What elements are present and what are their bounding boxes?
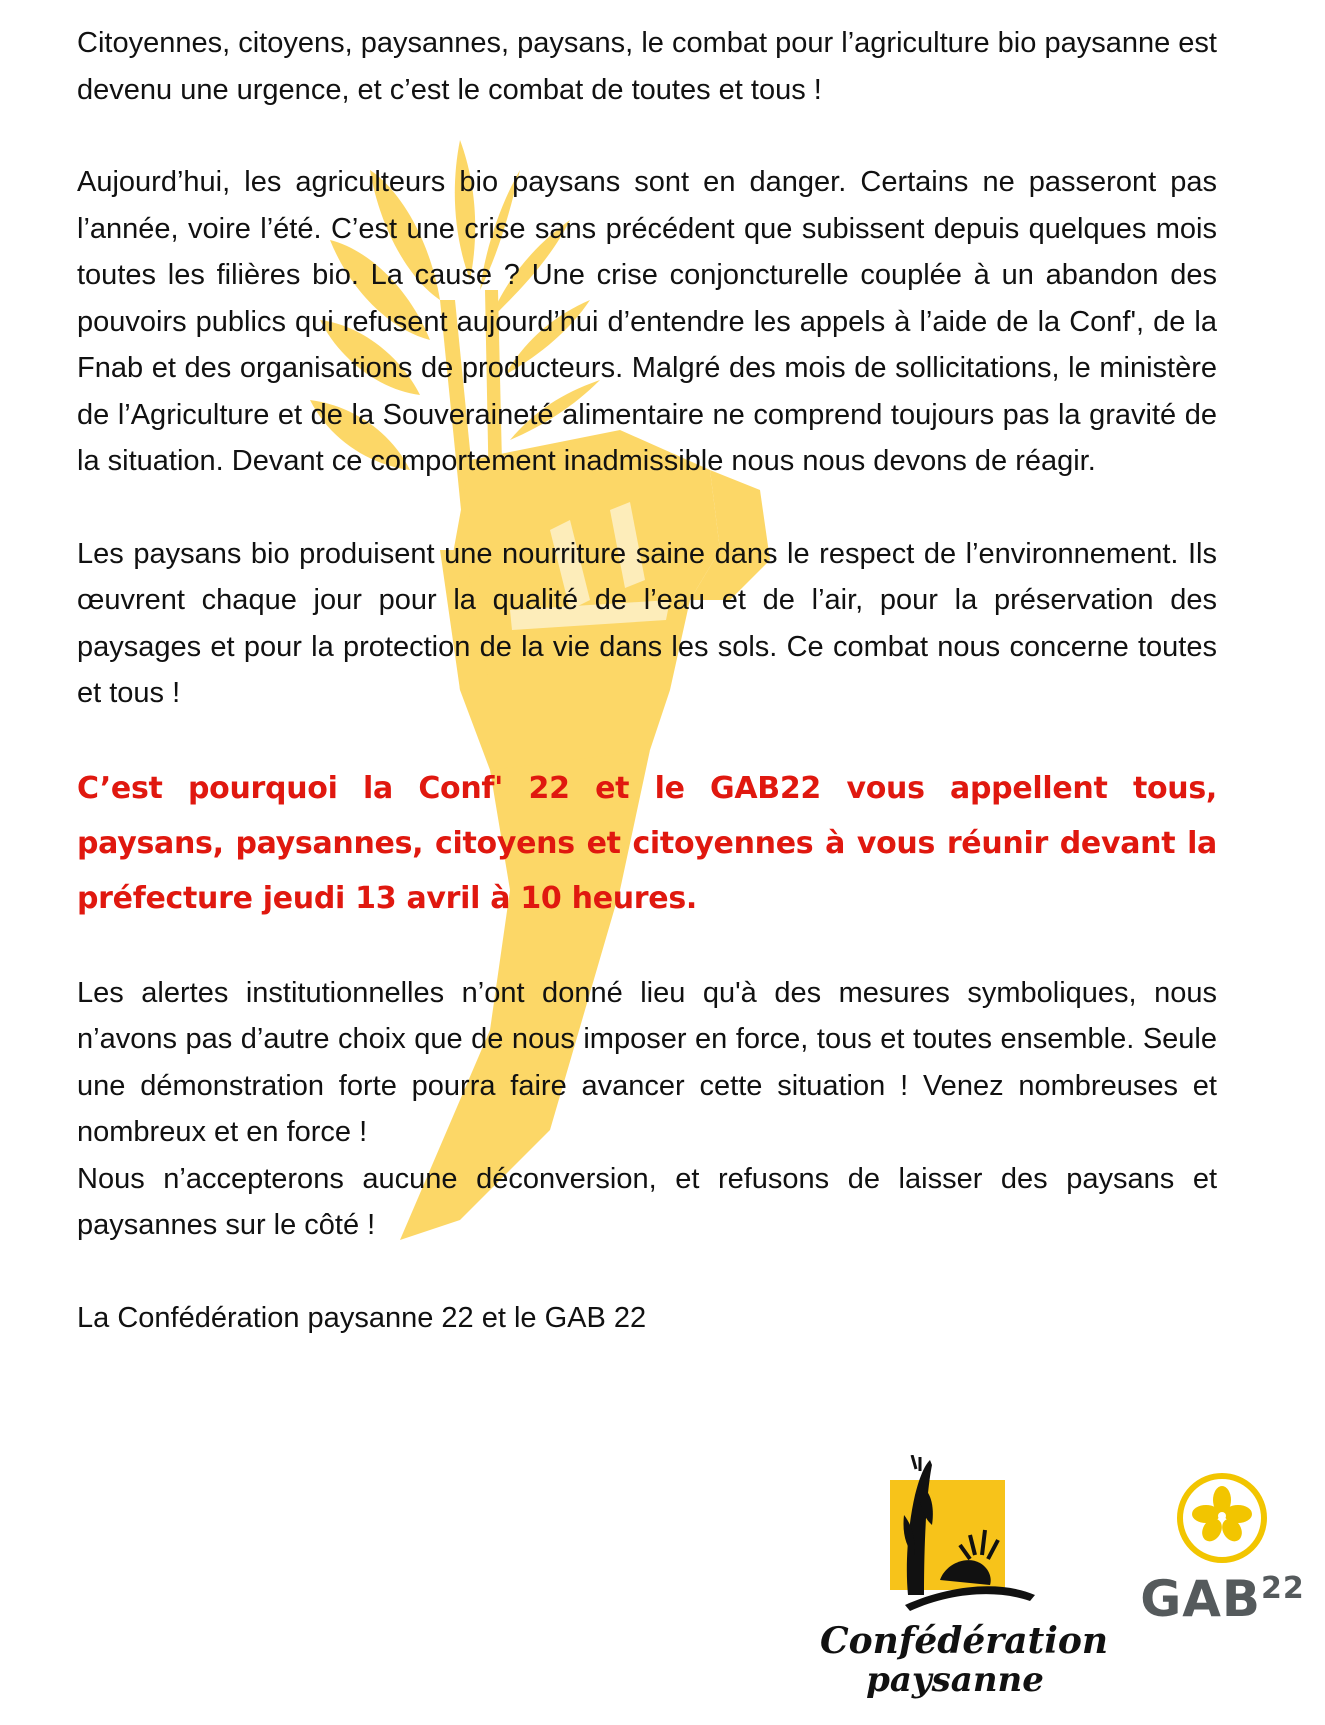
gab-flower-icon bbox=[1130, 1470, 1315, 1570]
paragraph-crisis: Aujourd’hui, les agriculteurs bio paysans sont en danger. Certains ne passeront pas l’année, voire l’été. C’est une crise sans précédent que subissent depuis quelques mois toutes les filières bio. La cause ? Une crise conjoncturelle couplée à un abandon des pouvoirs publics qui refusent aujourd’hui d’entendre les appels à l’aide de la Conf', de la Fnab et des organisations de producteurs. Malgré des mois de sollicitations, le ministère de l’Agriculture et de la Souveraineté alimentaire ne comprend toujours pas la gravité de la situation. Devant ce comportement inadmissible nous nous devons de réagir. bbox=[77, 166, 1217, 477]
signature: La Confédération paysanne 22 et le GAB 22 bbox=[77, 1301, 647, 1334]
paragraph-refusal: Nous n’accepterons aucune déconversion, et refusons de laisser des paysans et paysannes sur le côté ! bbox=[77, 1162, 1217, 1241]
confederation-logo-icon bbox=[820, 1455, 1090, 1625]
confederation-subtitle: paysanne bbox=[866, 1660, 1044, 1700]
paragraph-intro: Citoyennes, citoyens, paysannes, paysans, le combat pour l’agriculture bio paysanne est devenu une urgence, et c’est le combat de toutes et tous ! bbox=[77, 27, 1217, 106]
letter-body bbox=[77, 20, 1217, 1341]
confederation-paysanne-logo bbox=[820, 1455, 1109, 1720]
gab-name: GAB bbox=[1140, 1570, 1262, 1628]
call-to-action: C’est pourquoi la Conf' 22 et le GAB22 vous appellent tous, paysans, paysannes, citoyens et citoyennes à vous réunir devant la préfecture jeudi 13 avril à 10 heures. bbox=[77, 770, 1217, 916]
gab-number: 22 bbox=[1261, 1571, 1305, 1606]
gab-wordmark bbox=[1130, 1570, 1315, 1628]
paragraph-alerts: Les alertes institutionnelles n’ont donné lieu qu'à des mesures symboliques, nous n’avons pas d’autre choix que de nous imposer en force, tous et toutes ensemble. Seule une démonstration forte pourra faire avancer cette situation ! Venez nombreuses et nombreux et en force ! bbox=[77, 976, 1217, 1148]
confederation-name: Confédération bbox=[820, 1620, 1109, 1662]
gab22-logo bbox=[1130, 1470, 1315, 1630]
paragraph-role: Les paysans bio produisent une nourriture saine dans le respect de l’environnement. Ils œuvrent chaque jour pour la qualité de l’eau et de l’air, pour la préservation des paysages et pour la protection de la vie dans les sols. Ce combat nous concerne toutes et tous ! bbox=[77, 537, 1217, 709]
